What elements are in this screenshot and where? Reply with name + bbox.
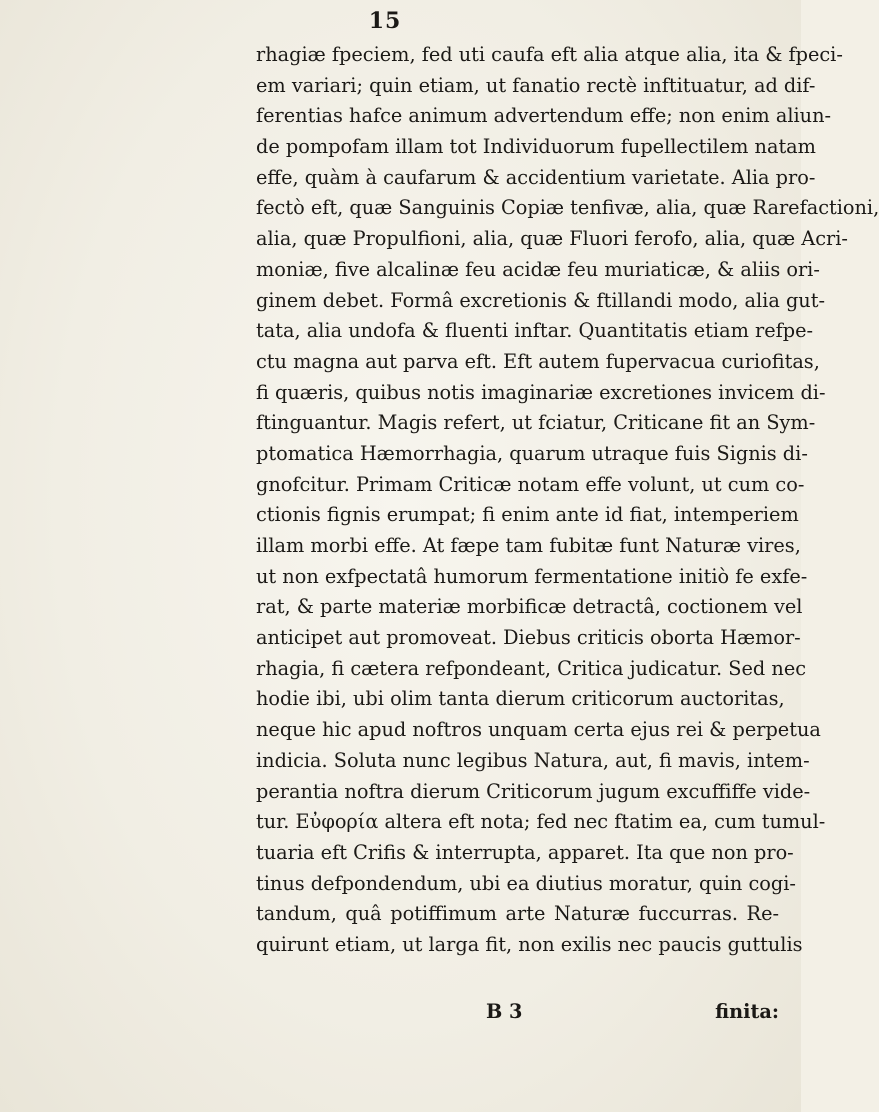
text-line: rhagiæ fpeciem, fed uti caufa eft alia atque alia, ita & fpeci- xyxy=(256,43,843,66)
text-line: ctu magna aut parva eft. Eft autem fupervacua curiofitas, xyxy=(256,349,820,373)
text-line: hodie ibi, ubi olim tanta dierum criticorum auctoritas, xyxy=(256,687,785,711)
text-line: ctionis fignis erumpat; fi enim ante id fiat, intemperiem xyxy=(256,503,799,527)
text-line: illam morbi effe. At fæpe tam fubitæ funt Naturæ vires, xyxy=(256,534,801,557)
text-line: tata, alia undofa & fluenti inftar. Quantitatis etiam refpe- xyxy=(256,319,814,343)
text-line: tinus defpondendum, ubi ea diutius moratur, quin cogi- xyxy=(256,871,796,895)
text-line: em variari; quin etiam, ut fanatio rectè inftituatur, ad dif- xyxy=(256,73,816,97)
body-text xyxy=(256,40,879,961)
text-line: fi quæris, quibus notis imaginariæ excretiones invicem di- xyxy=(256,380,826,404)
text-line: gnofcitur. Primam Criticæ notam effe volunt, ut cum co- xyxy=(256,472,805,496)
text-line: rat, & parte materiæ morbificæ detractâ, coctionem vel xyxy=(256,595,803,619)
signature-mark: B 3 xyxy=(486,1000,523,1023)
text-line: neque hic apud noftros unquam certa ejus rei & perpetua xyxy=(256,718,821,742)
text-line: tandum, quâ potiffimum arte Naturæ fuccurras. Re- xyxy=(256,902,779,926)
text-line: moniæ, five alcalinæ feu acidæ feu muriaticæ, & aliis ori- xyxy=(256,257,820,281)
text-line: rhagia, fi cætera refpondeant, Critica judicatur. Sed nec xyxy=(256,656,807,680)
text-line: quirunt etiam, ut larga fit, non exilis nec paucis guttulis xyxy=(256,932,803,956)
text-line: tuaria eft Crifis & interrupta, apparet. Ita que non pro- xyxy=(256,840,794,864)
text-line: ut non exfpectatâ humorum fermentatione initiò fe exfe- xyxy=(256,564,808,588)
text-line: ginem debet. Formâ excretionis & ftillandi modo, alia gut- xyxy=(256,288,825,312)
text-line: de pompofam illam tot Individuorum fupellectilem natam xyxy=(256,135,816,159)
text-line: perantia noftra dierum Criticorum jugum excuffiffe vide- xyxy=(256,779,811,803)
page-number: 15 xyxy=(368,8,402,34)
page-footer xyxy=(256,1000,779,1030)
text-line: tur. Εὐφορία altera eft nota; fed nec ftatim ea, cum tumul- xyxy=(256,810,826,834)
text-line: fectò eft, quæ Sanguinis Copiæ tenfivæ, alia, quæ Rarefactioni, xyxy=(256,196,879,220)
catchword: finita: xyxy=(715,1000,779,1023)
text-line: ferentias hafce animum advertendum effe; non enim aliun- xyxy=(256,104,832,128)
text-line: anticipet aut promoveat. Diebus criticis oborta Hæmor- xyxy=(256,626,801,650)
text-line: effe, quàm à caufarum & accidentium varietate. Alia pro- xyxy=(256,165,816,189)
text-line: ftinguantur. Magis refert, ut fciatur, Criticane fit an Sym- xyxy=(256,411,816,435)
text-line: ptomatica Hæmorrhagia, quarum utraque fuis Signis di- xyxy=(256,441,808,465)
text-line: alia, quæ Propulfioni, alia, quæ Fluori ferofo, alia, quæ Acri- xyxy=(256,227,848,251)
text-line: indicia. Soluta nunc legibus Natura, aut, fi mavis, intem- xyxy=(256,748,810,772)
